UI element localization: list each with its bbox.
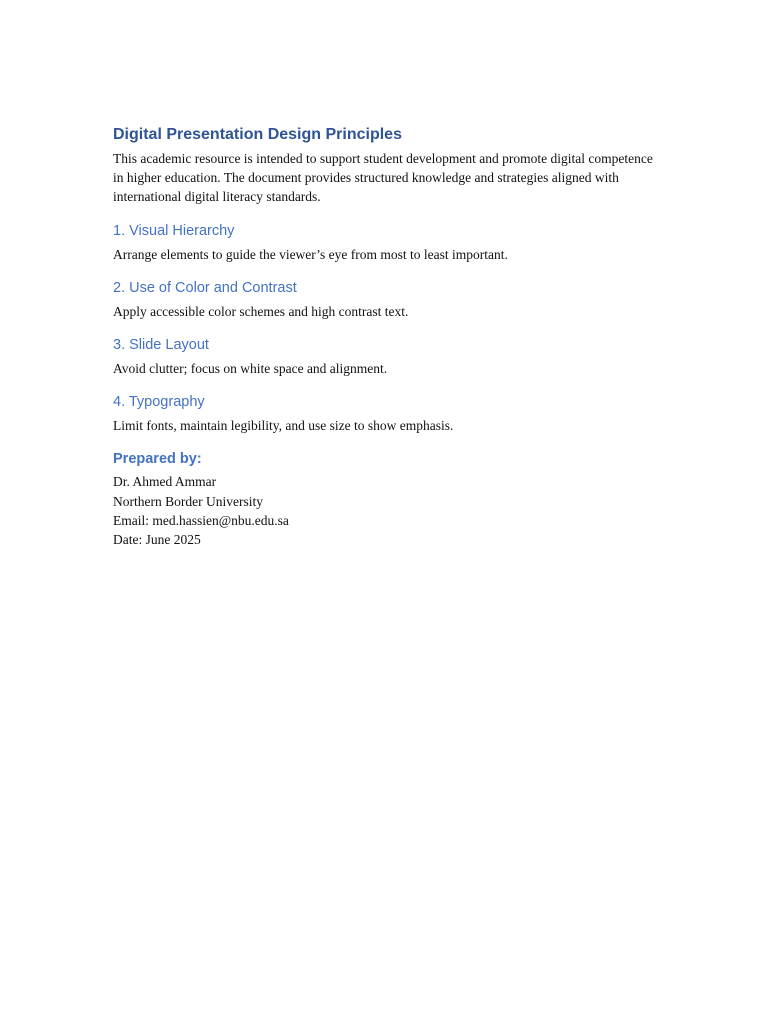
- author-details: [113, 472, 653, 549]
- section-text: Arrange elements to guide the viewer’s eye from most to least important.: [113, 246, 508, 262]
- section-color-contrast: [113, 278, 653, 321]
- document-date: Date: June 2025: [113, 532, 201, 548]
- section-text: Avoid clutter; focus on white space and alignment.: [113, 361, 388, 377]
- intro-paragraph: This academic resource is intended to support student development and promote digital competence in higher education. The document provides structured knowledge and strategies aligned with international digital literacy standards.: [113, 151, 653, 205]
- author-name: Dr. Ahmed Ammar: [113, 474, 217, 490]
- section-text: Apply accessible color schemes and high contrast text.: [113, 303, 409, 319]
- section-heading: 2. Use of Color and Contrast: [113, 279, 297, 296]
- prepared-by-heading: Prepared by:: [113, 451, 202, 468]
- section-slide-layout: [113, 335, 653, 378]
- section-heading: 4. Typography: [113, 394, 205, 411]
- section-visual-hierarchy: [113, 221, 653, 264]
- author-institution: Northern Border University: [113, 493, 263, 509]
- prepared-by-block: [113, 449, 653, 549]
- section-text: Limit fonts, maintain legibility, and use size to show emphasis.: [113, 418, 454, 434]
- section-heading: 3. Slide Layout: [113, 337, 209, 354]
- document-title: Digital Presentation Design Principles: [113, 126, 402, 143]
- section-heading: 1. Visual Hierarchy: [113, 222, 235, 239]
- document-page: [113, 124, 653, 549]
- section-typography: [113, 392, 653, 435]
- author-email: Email: med.hassien@nbu.edu.sa: [113, 512, 289, 528]
